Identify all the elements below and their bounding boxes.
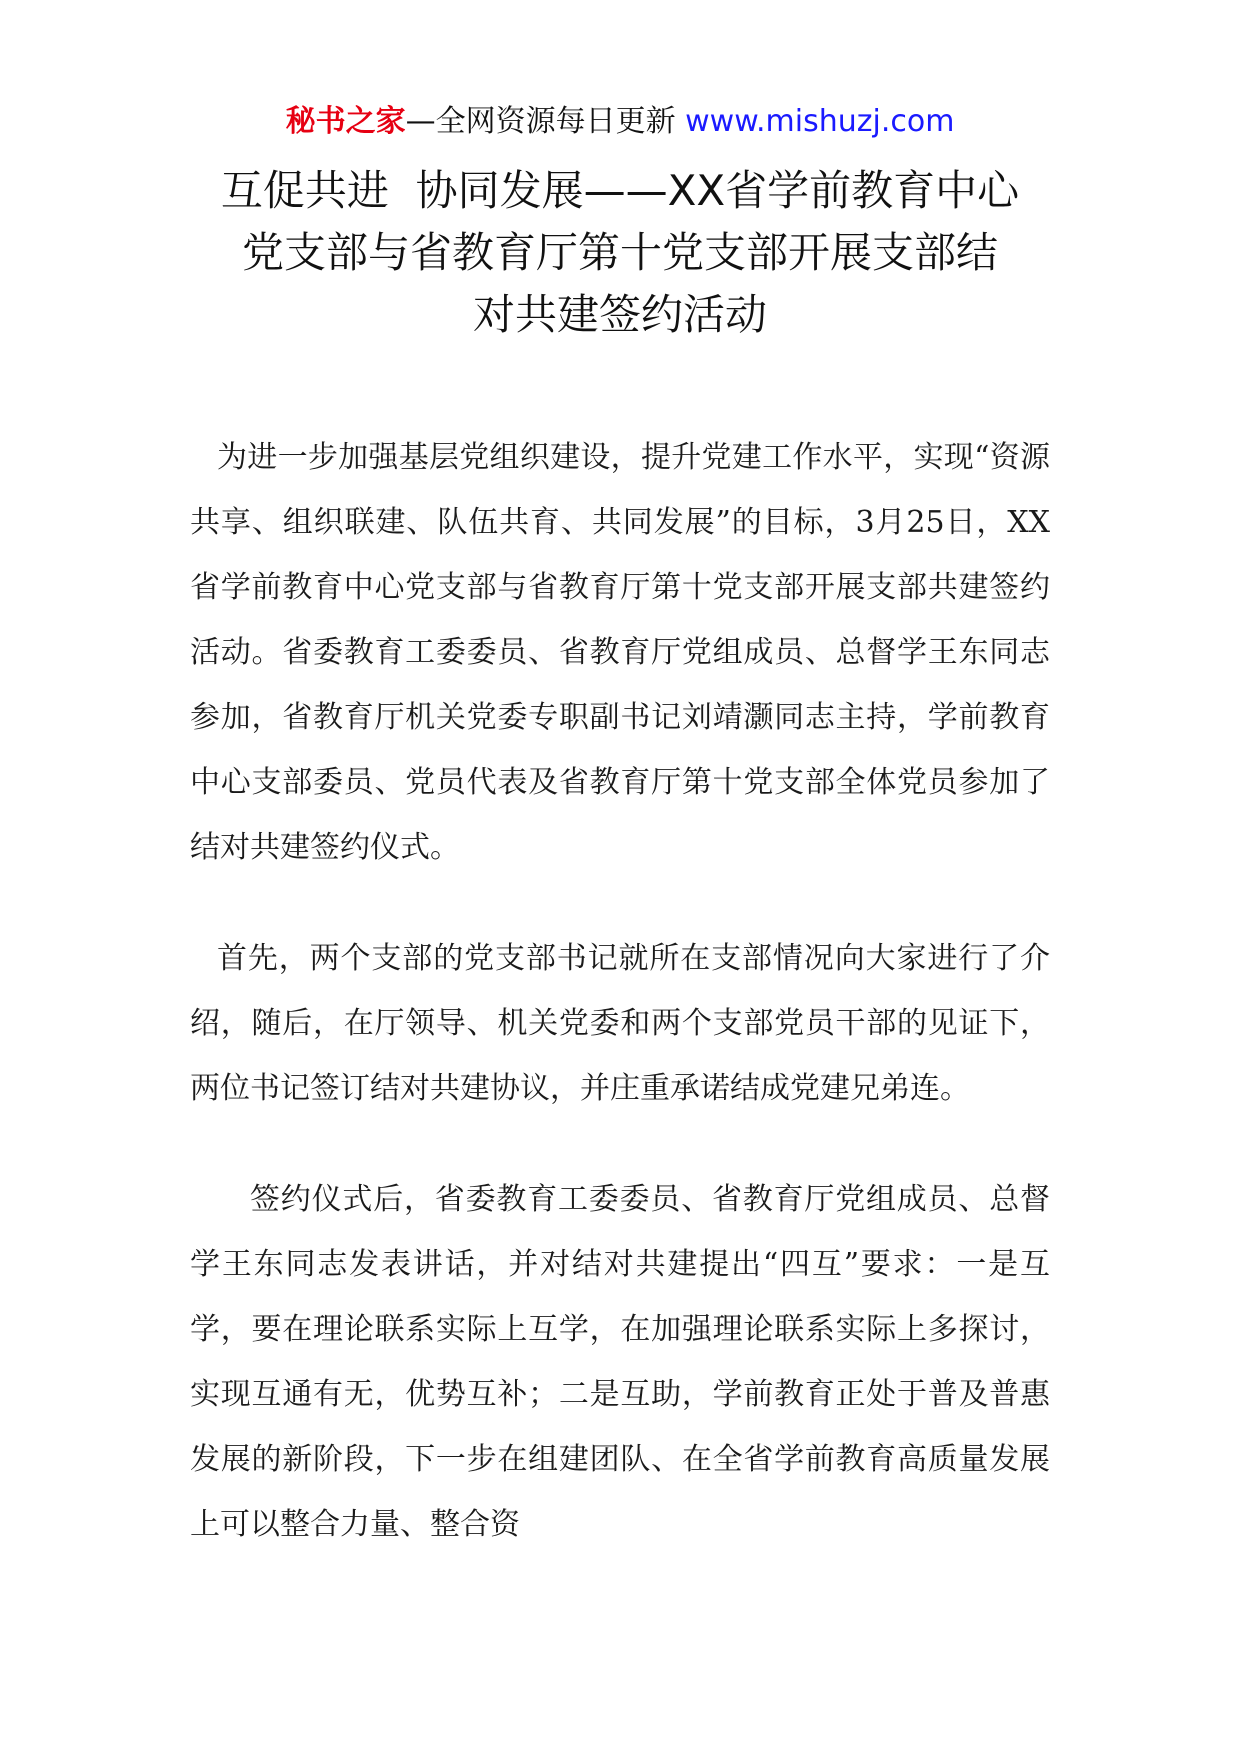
site-header	[0, 100, 1240, 144]
title-line-2: 党支部与省教育厅第十党支部开展支部结	[241, 228, 998, 277]
title-line-3: 对共建签约活动	[472, 290, 767, 339]
paragraph-1: 为进一步加强基层党组织建设，提升党建工作水平，实现“资源共享、组织联建、队伍共育、共同发展”的目标，3月25日，XX省学前教育中心党支部与省教育厅第十党支部开展支部共建签约活动。省委教育工委委员、省教育厅党组成员、总督学王东同志参加，省教育厅机关党委专职副书记刘靖灏同志主持，学前教育中心支部委员、党员代表及省教育厅第十党支部全体党员参加了结对共建签约仪式。	[190, 440, 1050, 865]
title-line-1: 互促共进 协同发展——XX省学前教育中心	[220, 166, 1020, 215]
document-title	[160, 160, 1080, 346]
header-slogan: —全网资源每日更新	[405, 104, 676, 139]
document-body	[190, 425, 1050, 1603]
paragraph-3: 签约仪式后，省委教育工委委员、省教育厅党组成员、总督学王东同志发表讲话，并对结对共建提出“四互”要求：一是互学，要在理论联系实际上互学，在加强理论联系实际上多探讨，实现互通有无，优势互补；二是互助，学前教育正处于普及普惠发展的新阶段，下一步在组建团队、在全省学前教育高质量发展上可以整合力量、整合资	[190, 1182, 1050, 1542]
brand-name: 秘书之家	[285, 104, 406, 139]
site-url-link[interactable]: www.mishuzj.com	[685, 104, 955, 139]
paragraph-2: 首先，两个支部的党支部书记就所在支部情况向大家进行了介绍，随后，在厅领导、机关党委和两个支部党员干部的见证下，两位书记签订结对共建协议，并庄重承诺结成党建兄弟连。	[190, 941, 1050, 1106]
